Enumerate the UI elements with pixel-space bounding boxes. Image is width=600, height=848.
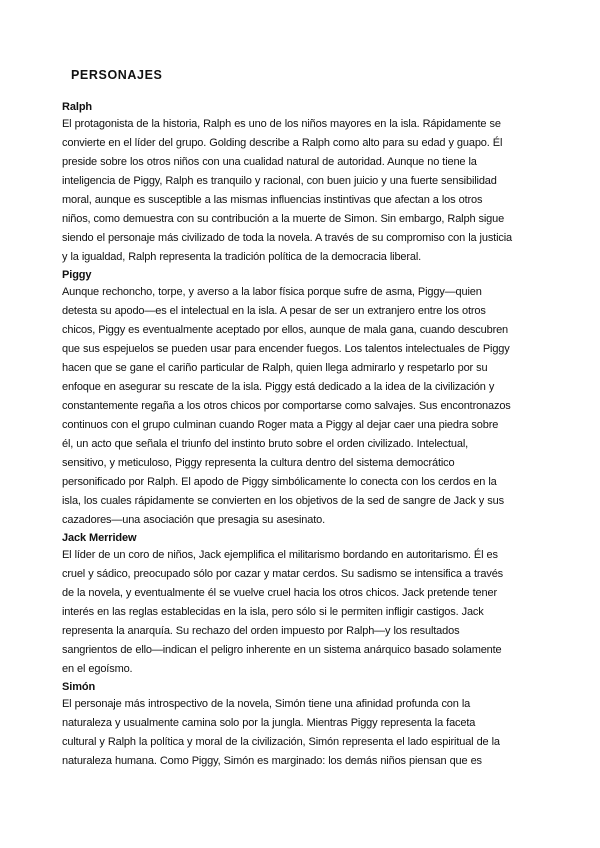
section-simon: [62, 680, 512, 771]
section-piggy: [62, 268, 512, 530]
section-ralph: [62, 100, 512, 267]
section-body: Aunque rechoncho, torpe, y averso a la labor física porque sufre de asma, Piggy—quien detesta su apodo—es el intelectual en la isla. A pesar de ser un extranjero entre los otros chicos, Piggy es eventualmente aceptado por ellos, aunque de mala gana, cuando descubren que sus espejuelos se pueden usar para encender fuegos. Los talentos intelectuales de Piggy hacen que se gane el cariño particular de Ralph, quien llega admirarlo y respetarlo por su enfoque en asegurar su rescate de la isla. Piggy está dedicado a la idea de la civilización y constantemente regaña a los otros chicos por comportarse como salvajes. Sus encontronazos continuos con el grupo culminan cuando Roger mata a Piggy al dejar caer una piedra sobre él, un acto que señala el triunfo del instinto bruto sobre el orden civilizado. Intelectual, sensitivo, y meticuloso, Piggy representa la cultura dentro del sistema democrático personificado por Ralph. El apodo de Piggy simbólicamente lo conecta con los cerdos en la isla, los cuales rápidamente se convierten en los objetivos de la sed de sangre de Jack y sus cazadores—una asociación que presagia su asesinato.: [62, 286, 511, 526]
section-body: El personaje más introspectivo de la novela, Simón tiene una afinidad profunda con la naturaleza y usualmente camina solo por la jungla. Mientras Piggy representa la faceta cultural y Ralph la política y moral de la civilización, Simón representa el lado espiritual de la naturaleza humana. Como Piggy, Simón es marginado: los demás niños piensan que es: [62, 698, 500, 767]
section-heading: Piggy: [62, 269, 92, 281]
section-heading: Simón: [62, 681, 96, 693]
page-title: PERSONAJES: [71, 68, 163, 82]
section-body: El líder de un coro de niños, Jack ejemplifica el militarismo bordando en autoritarismo. Él es cruel y sádico, preocupado sólo por cazar y matar cerdos. Su sadismo se intensifica a través de la novela, y eventualmente él se vuelve cruel hacia los otros chicos. Jack pretende tener interés en las reglas establecidas en la isla, pero sólo si le permiten infligir castigos. Jack representa la anarquía. Su rechazo del orden impuesto por Ralph—y los resultados sangrientos de ello—indican el peligro inherente en un sistema anárquico basado solamente en el egoísmo.: [62, 549, 504, 675]
section-heading: Jack Merridew: [62, 532, 137, 544]
document-page: [62, 66, 512, 772]
section-heading: Ralph: [62, 101, 93, 113]
section-body: El protagonista de la historia, Ralph es uno de los niños mayores en la isla. Rápidamente se convierte en el líder del grupo. Golding describe a Ralph como alto para su edad y guapo. Él preside sobre los otros niños con una cualidad natural de autoridad. Aunque no tiene la inteligencia de Piggy, Ralph es tranquilo y racional, con buen juicio y una fuerte sensibilidad moral, aunque es susceptible a las mismas influencias instintivas que afectan a los otros niños, como demuestra con su contribución a la muerte de Simon. Sin embargo, Ralph sigue siendo el personaje más civilizado de toda la novela. A través de su compromiso con la justicia y la igualdad, Ralph representa la tradición política de la democracia liberal.: [62, 118, 512, 263]
section-jack-merridew: [62, 531, 512, 679]
